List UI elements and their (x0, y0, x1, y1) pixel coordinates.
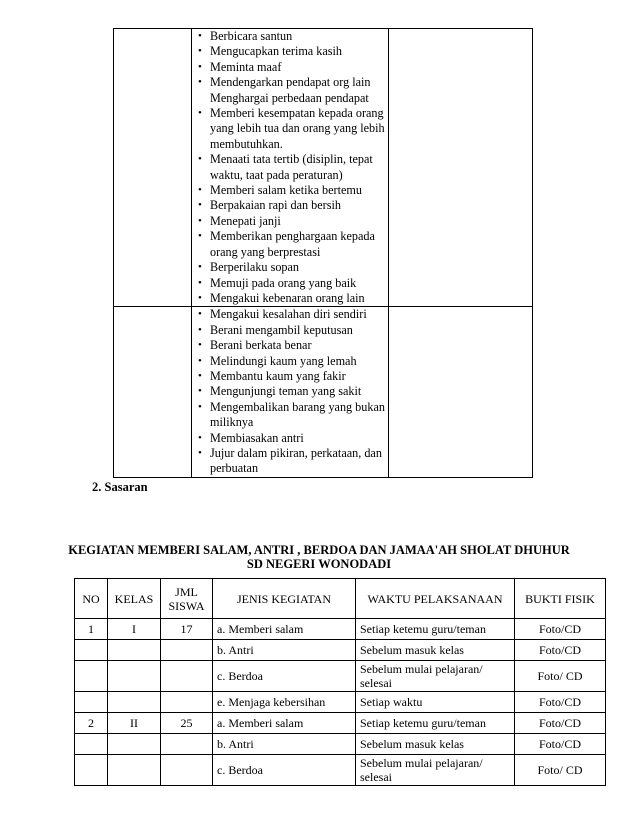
cell-no (75, 661, 108, 692)
value-item-text: Memberi kesempatan kepada orang yang lebih tua dan orang yang lebih membutuhkan. (210, 106, 385, 151)
cell-no (75, 755, 108, 786)
activity-table-body (75, 619, 606, 786)
bullet-icon: • (198, 431, 202, 444)
cell-jenis-kegiatan: c. Berdoa (213, 755, 356, 786)
value-list-item (196, 198, 388, 213)
table-row (75, 755, 606, 786)
value-list-item (196, 229, 388, 260)
value-item-text: Mengunjungi teman yang sakit (210, 384, 362, 399)
bullet-icon: • (198, 385, 202, 398)
value-list-item (196, 431, 388, 446)
bullet-icon: • (198, 184, 202, 197)
value-list-item (196, 384, 388, 399)
bullet-icon: • (198, 354, 202, 367)
activity-table (74, 578, 606, 786)
table-row (75, 619, 606, 640)
cell-jenis-kegiatan: e. Menjaga kebersihan (213, 692, 356, 713)
bullet-icon: • (198, 60, 202, 73)
cell-waktu-pelaksanaan: Sebelum mulai pelajaran/ selesai (356, 755, 515, 786)
value-item-text: Membantu kaum yang fakir (210, 368, 346, 383)
document-title: KEGIATAN MEMBERI SALAM, ANTRI , BERDOA DAN JAMAA'AH SHOLAT DHUHUR (68, 543, 570, 557)
cell-jml-siswa (161, 734, 213, 755)
value-item-text: Berbicara santun (210, 29, 293, 43)
cell-bukti-fisik: Foto/ CD (515, 661, 606, 692)
cell-waktu-pelaksanaan: Sebelum mulai pelajaran/ selesai (356, 661, 515, 692)
bullet-icon: • (198, 446, 202, 459)
value-item-text: Mengembalikan barang yang bukan miliknya (210, 399, 385, 430)
value-item-text: Menepati janji (210, 213, 281, 228)
cell-kelas: II (108, 713, 161, 734)
section-heading: 2. Sasaran (92, 480, 148, 494)
value-list-item (196, 323, 388, 338)
value-item-text: Memberikan penghargaan kepada orang yang berprestasi (210, 229, 375, 259)
value-list-item (196, 291, 388, 306)
cell-jml-siswa: 25 (161, 713, 213, 734)
value-list-item (196, 307, 388, 322)
bullet-icon: • (198, 323, 202, 336)
value-item-text: Berperilaku sopan (210, 260, 300, 275)
value-list-item (196, 354, 388, 369)
cell-jml-siswa (161, 661, 213, 692)
cell-jenis-kegiatan: c. Berdoa (213, 661, 356, 692)
bullet-icon: • (198, 291, 202, 304)
values-empty-cell (389, 29, 533, 307)
values-list (192, 29, 388, 306)
cell-jenis-kegiatan: a. Memberi salam (213, 713, 356, 734)
value-list-item (196, 29, 388, 44)
header-row (75, 579, 606, 619)
table-row (75, 692, 606, 713)
values-table-row (114, 307, 533, 477)
bullet-icon: • (198, 276, 202, 289)
cell-no (75, 734, 108, 755)
cell-jenis-kegiatan: a. Memberi salam (213, 619, 356, 640)
value-item-text: Mendengarkan pendapat org lain Menghargai perbedaan pendapat (210, 75, 371, 105)
bullet-icon: • (198, 214, 202, 227)
cell-kelas (108, 755, 161, 786)
table-row (75, 713, 606, 734)
table-row (75, 661, 606, 692)
value-item-text: Membiasakan antri (210, 430, 304, 445)
bullet-icon: • (198, 400, 202, 413)
value-list-item (196, 75, 388, 106)
value-list-item (196, 44, 388, 59)
cell-kelas (108, 640, 161, 661)
activity-table-header (75, 579, 606, 619)
cell-bukti-fisik: Foto/CD (515, 619, 606, 640)
header-bukti-fisik: BUKTI FISIK (515, 579, 606, 619)
table-row (75, 734, 606, 755)
bullet-icon: • (198, 369, 202, 382)
value-item-text: Jujur dalam pikiran, perkataan, dan perbuatan (210, 445, 382, 476)
value-list-item (196, 276, 388, 291)
cell-kelas (108, 692, 161, 713)
values-list-cell (192, 29, 389, 307)
cell-waktu-pelaksanaan: Sebelum masuk kelas (356, 734, 515, 755)
document-subtitle: SD NEGERI WONODADI (246, 557, 392, 571)
cell-jml-siswa: 17 (161, 619, 213, 640)
cell-jenis-kegiatan: b. Antri (213, 640, 356, 661)
header-no: NO (75, 579, 108, 619)
cell-bukti-fisik: Foto/ CD (515, 755, 606, 786)
table-row (75, 640, 606, 661)
cell-jenis-kegiatan: b. Antri (213, 734, 356, 755)
value-item-text: Memberi salam ketika bertemu (210, 183, 362, 198)
cell-bukti-fisik: Foto/CD (515, 640, 606, 661)
cell-jml-siswa (161, 692, 213, 713)
value-list-item (196, 338, 388, 353)
value-list-item (196, 152, 388, 183)
cell-no (75, 692, 108, 713)
value-item-text: Melindungi kaum yang lemah (210, 353, 357, 368)
values-list (192, 307, 388, 476)
values-list-cell (192, 307, 389, 477)
value-item-text: Berani mengambil keputusan (210, 322, 353, 337)
value-item-text: Mengucapkan terima kasih (210, 44, 342, 59)
cell-bukti-fisik: Foto/CD (515, 692, 606, 713)
value-list-item (196, 183, 388, 198)
value-item-text: Berani berkata benar (210, 338, 312, 353)
cell-jml-siswa (161, 755, 213, 786)
values-empty-cell (389, 307, 533, 477)
bullet-icon: • (198, 45, 202, 58)
header-jml-siswa: JML SISWA (161, 579, 213, 619)
bullet-icon: • (198, 261, 202, 274)
cell-waktu-pelaksanaan: Setiap waktu (356, 692, 515, 713)
value-list-item (196, 60, 388, 75)
values-empty-cell (114, 307, 192, 477)
cell-no: 2 (75, 713, 108, 734)
cell-jml-siswa (161, 640, 213, 661)
value-item-text: Mengakui kebenaran orang lain (210, 290, 365, 305)
bullet-icon: • (198, 76, 202, 89)
value-list-item (196, 400, 388, 431)
value-item-text: Menaati tata tertib (disiplin, tepat waktu, taat pada peraturan) (210, 152, 373, 182)
cell-bukti-fisik: Foto/CD (515, 734, 606, 755)
values-table (113, 28, 533, 478)
value-list-item (196, 106, 388, 152)
values-table-row (114, 29, 533, 307)
value-item-text: Berpakaian rapi dan bersih (210, 198, 341, 213)
header-waktu-pelaksanaan: WAKTU PELAKSANAAN (356, 579, 515, 619)
value-list-item (196, 446, 388, 477)
bullet-icon: • (198, 308, 202, 321)
cell-kelas: I (108, 619, 161, 640)
value-list-item (196, 214, 388, 229)
cell-kelas (108, 661, 161, 692)
bullet-icon: • (198, 339, 202, 352)
cell-bukti-fisik: Foto/CD (515, 713, 606, 734)
cell-no: 1 (75, 619, 108, 640)
value-item-text: Mengakui kesalahan diri sendiri (210, 307, 367, 322)
cell-no (75, 640, 108, 661)
values-empty-cell (114, 29, 192, 307)
value-list-item (196, 260, 388, 275)
cell-waktu-pelaksanaan: Setiap ketemu guru/teman (356, 713, 515, 734)
bullet-icon: • (198, 107, 202, 120)
value-item-text: Memuji pada orang yang baik (210, 275, 357, 290)
bullet-icon: • (198, 230, 202, 243)
header-kelas: KELAS (108, 579, 161, 619)
value-item-text: Meminta maaf (210, 59, 282, 74)
bullet-icon: • (198, 153, 202, 166)
bullet-icon: • (198, 30, 202, 42)
cell-waktu-pelaksanaan: Sebelum masuk kelas (356, 640, 515, 661)
bullet-icon: • (198, 199, 202, 212)
values-table-body (114, 29, 533, 478)
value-list-item (196, 369, 388, 384)
cell-waktu-pelaksanaan: Setiap ketemu guru/teman (356, 619, 515, 640)
header-jenis-kegiatan: JENIS KEGIATAN (213, 579, 356, 619)
cell-kelas (108, 734, 161, 755)
